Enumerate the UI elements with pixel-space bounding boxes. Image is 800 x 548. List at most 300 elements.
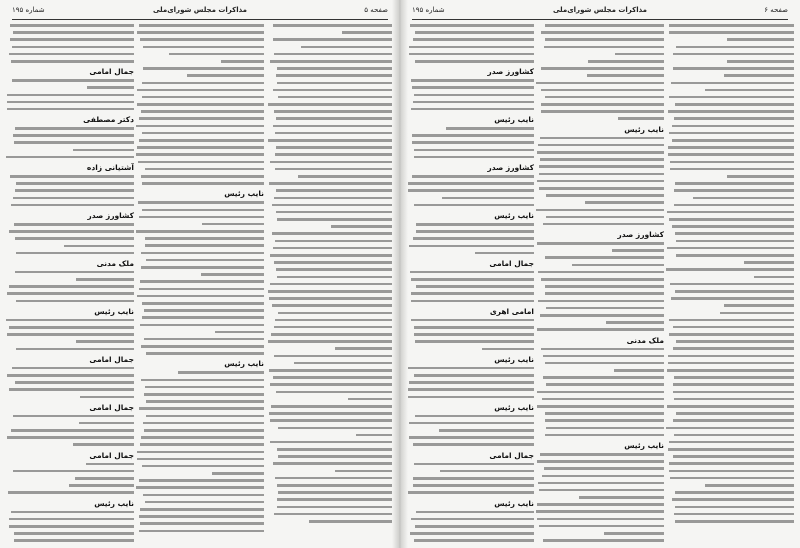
text-line [16, 300, 134, 303]
text-line [14, 141, 134, 144]
text-line [411, 79, 534, 82]
text-line [545, 38, 664, 41]
text-line [406, 367, 534, 370]
text-line [536, 510, 664, 513]
text-line [672, 498, 794, 501]
text-line [673, 455, 794, 458]
speaker-heading: نایب رئیس [494, 210, 534, 220]
speaker-heading: نایب رئیس [494, 498, 534, 508]
text-line [676, 254, 794, 257]
text-line [673, 391, 794, 394]
text-line [141, 266, 264, 269]
text-line [278, 312, 396, 315]
text-line [137, 146, 264, 149]
text-line [75, 477, 134, 480]
text-line [142, 132, 264, 135]
text-line [406, 388, 534, 391]
text-line [14, 223, 134, 226]
text-line [141, 252, 264, 255]
text-line [673, 67, 794, 70]
text-line [146, 400, 264, 403]
text-line [544, 46, 664, 49]
text-line [10, 24, 134, 27]
speaker-heading: کشاورز صدر [617, 230, 664, 240]
text-line [416, 223, 534, 226]
text-line [277, 218, 396, 221]
text-line [275, 132, 396, 135]
text-line [670, 161, 794, 164]
text-line [541, 278, 664, 281]
text-line [410, 24, 534, 27]
text-line [76, 340, 134, 343]
text-line [413, 477, 534, 480]
text-line [270, 283, 396, 286]
text-line [585, 201, 664, 204]
book-fold [392, 0, 408, 548]
text-line [136, 486, 264, 489]
text-line [676, 46, 794, 49]
text-line [144, 338, 264, 341]
text-line [276, 146, 396, 149]
text-line [294, 362, 396, 365]
text-line [414, 204, 534, 207]
text-line [672, 125, 794, 128]
text-line [670, 168, 794, 171]
text-line [537, 503, 664, 506]
text-line [145, 244, 264, 247]
text-line [139, 479, 264, 482]
text-line [276, 268, 396, 271]
text-line [15, 271, 134, 274]
text-line [145, 501, 264, 504]
text-line [145, 168, 264, 171]
text-line [348, 398, 396, 401]
text-line [273, 38, 396, 41]
text-line [414, 94, 534, 97]
text-line [412, 86, 534, 89]
text-line [272, 204, 396, 207]
text-line [137, 31, 264, 34]
text-line [274, 110, 396, 113]
page-header [12, 6, 388, 20]
speaker-heading: ملک مدنی [626, 335, 664, 345]
text-line [720, 312, 794, 315]
text-line [546, 427, 664, 430]
text-line [137, 295, 264, 298]
text-line [146, 259, 264, 262]
text-line [410, 532, 534, 535]
text-line [541, 67, 664, 70]
text-line [143, 494, 264, 497]
page-number: صفحه ۶ [764, 6, 788, 14]
speaker-heading: جمال امامی [489, 258, 534, 268]
text-line [545, 434, 664, 437]
text-line [142, 82, 264, 85]
text-line [537, 151, 664, 154]
text-line [539, 489, 664, 492]
text-line [667, 247, 794, 250]
text-line [13, 197, 134, 200]
text-line [537, 405, 664, 408]
text-line [144, 309, 264, 312]
text-line [671, 82, 794, 85]
page-header [412, 6, 788, 20]
text-line [6, 319, 134, 322]
text-line [666, 268, 794, 271]
text-line [543, 223, 664, 226]
text-line [446, 127, 534, 130]
text-line [413, 443, 534, 446]
text-line [538, 271, 664, 274]
text-line [278, 455, 396, 458]
text-line [141, 110, 264, 113]
text-line [136, 230, 264, 233]
text-line [202, 223, 264, 226]
text-line [674, 398, 794, 401]
text-line [414, 149, 534, 152]
text-line [142, 465, 264, 468]
text-line [409, 245, 535, 248]
text-line [669, 31, 794, 34]
text-line [537, 518, 664, 521]
text-line [11, 204, 134, 207]
text-line [276, 391, 396, 394]
text-line [475, 252, 534, 255]
speaker-heading: نایب رئیس [494, 115, 534, 125]
text-line [415, 60, 534, 63]
text-line [76, 278, 134, 281]
text-line [277, 498, 396, 501]
speaker-heading: نایب رئیس [94, 498, 134, 508]
text-line [673, 347, 794, 350]
text-line [416, 230, 534, 233]
text-line [675, 520, 794, 523]
text-line [142, 316, 264, 319]
text-line [674, 204, 794, 207]
text-line [80, 396, 134, 399]
text-line [142, 302, 264, 305]
text-line [604, 532, 664, 535]
text-line [276, 211, 396, 214]
text-line [275, 477, 396, 480]
text-line [277, 67, 396, 70]
text-line [674, 117, 794, 120]
text-line [143, 422, 264, 425]
text-line [411, 108, 534, 111]
text-line [415, 525, 534, 528]
speaker-heading: آشتیانی زاده [86, 163, 134, 172]
text-line [9, 388, 134, 391]
text-line [667, 211, 794, 214]
text-line [145, 237, 264, 240]
text-line [668, 153, 794, 156]
text-line [136, 125, 264, 128]
text-line [411, 292, 534, 295]
text-line [7, 108, 134, 111]
text-line [543, 355, 664, 358]
text-line [411, 319, 534, 322]
text-line [572, 264, 664, 267]
text-line [615, 53, 664, 56]
text-line [9, 230, 134, 233]
speaker-heading: نایب رئیس [624, 440, 664, 450]
text-line [536, 209, 664, 212]
text-line [670, 283, 794, 286]
text-line [540, 158, 664, 161]
text-line [545, 292, 664, 295]
text-line [268, 290, 396, 293]
text-line [268, 103, 396, 106]
text-line [545, 362, 664, 365]
text-line [14, 532, 134, 535]
text-line [137, 89, 264, 92]
text-line [618, 117, 664, 120]
text-line [7, 333, 134, 336]
text-column [268, 24, 396, 542]
speaker-heading: دکتر مصطفی [83, 115, 134, 125]
text-line [10, 175, 134, 178]
text-line [543, 376, 664, 379]
text-line [270, 254, 396, 257]
issue-number: شماره ۱۹۵ [12, 6, 45, 14]
text-line [672, 139, 794, 142]
text-line [272, 304, 396, 307]
text-line [413, 484, 534, 487]
text-line [411, 278, 534, 281]
text-line [142, 96, 264, 99]
text-line [727, 60, 794, 63]
text-line [414, 463, 534, 466]
text-line [754, 276, 794, 279]
text-line [668, 110, 794, 113]
text-line [676, 340, 794, 343]
text-line [546, 383, 664, 386]
text-line [537, 460, 664, 463]
text-line [178, 371, 264, 374]
text-line [269, 369, 396, 372]
text-line [69, 484, 134, 487]
text-line [309, 520, 396, 523]
text-line [407, 182, 534, 185]
text-line [271, 333, 396, 336]
text-line [412, 134, 534, 137]
text-line [274, 513, 396, 516]
text-line [606, 321, 664, 324]
text-line [415, 415, 534, 418]
text-line [277, 82, 396, 85]
text-line [612, 249, 664, 252]
text-line [411, 300, 534, 303]
speaker-heading: ملک مدنی [96, 258, 134, 268]
text-line [668, 362, 794, 365]
text-line [273, 125, 396, 128]
text-line [7, 374, 134, 377]
text-line [537, 242, 664, 245]
text-line [269, 412, 396, 415]
text-line [9, 326, 134, 329]
text-line [675, 182, 794, 185]
text-line [270, 383, 396, 386]
text-line [415, 340, 534, 343]
text-line [15, 127, 134, 130]
journal-title: مذاکرات مجلس شورای‌ملی [552, 6, 648, 14]
right-page [400, 0, 800, 548]
text-line [541, 89, 664, 92]
text-line [12, 46, 134, 49]
text-line [335, 347, 396, 350]
text-line [724, 74, 794, 77]
issue-number: شماره ۱۹۵ [412, 6, 445, 14]
text-line [724, 304, 794, 307]
text-line [275, 153, 396, 156]
text-line [139, 117, 264, 120]
text-line [672, 225, 794, 228]
text-line [139, 407, 264, 410]
text-line [15, 381, 134, 384]
text-line [187, 74, 264, 77]
text-line [414, 333, 534, 336]
text-line [278, 96, 396, 99]
text-line [277, 484, 396, 487]
text-line [540, 137, 664, 140]
text-line [540, 314, 664, 317]
text-line [409, 422, 534, 425]
text-line [276, 189, 396, 192]
text-line [16, 252, 134, 255]
text-line [273, 376, 396, 379]
text-line [409, 46, 534, 49]
text-line [545, 96, 664, 99]
text-line [440, 470, 534, 473]
text-line [137, 451, 264, 454]
speaker-heading: جمال امامی [89, 67, 134, 77]
text-line [138, 201, 264, 204]
text-line [406, 396, 534, 399]
text-line [410, 271, 534, 274]
text-line [676, 412, 794, 415]
text-line [13, 31, 134, 34]
text-line [8, 491, 134, 494]
text-line [146, 415, 264, 418]
text-line [144, 429, 264, 432]
text-line [274, 355, 396, 358]
text-line [140, 38, 264, 41]
text-line [545, 412, 664, 415]
text-line [669, 333, 794, 336]
text-line [356, 434, 396, 437]
text-line [539, 165, 664, 168]
text-line [442, 197, 534, 200]
text-line [667, 369, 794, 372]
text-line [276, 74, 396, 77]
text-line [676, 240, 794, 243]
text-line [411, 518, 534, 521]
text-line [542, 398, 664, 401]
text-line [675, 290, 794, 293]
text-line [416, 511, 534, 514]
text-line [542, 475, 664, 478]
text-line [269, 182, 396, 185]
text-line [669, 470, 794, 473]
text-line [667, 405, 794, 408]
text-line [541, 31, 664, 34]
text-line [537, 328, 664, 331]
text-line [274, 197, 396, 200]
text-line [277, 506, 396, 509]
text-line [545, 285, 664, 288]
text-line [277, 276, 396, 279]
speaker-heading: نایب رئیس [224, 359, 264, 369]
text-line [140, 522, 264, 525]
text-line [674, 434, 794, 437]
text-line [669, 24, 794, 27]
text-line [407, 189, 534, 192]
text-line [64, 245, 134, 248]
text-line [536, 82, 664, 85]
text-line [409, 53, 534, 56]
text-line [587, 74, 664, 77]
text-line [540, 453, 664, 456]
text-line [539, 187, 664, 190]
text-line [537, 391, 664, 394]
text-line [277, 448, 396, 451]
text-line [212, 472, 264, 475]
text-line [141, 345, 264, 348]
text-line [546, 307, 664, 310]
text-line [331, 225, 396, 228]
speaker-heading: جمال امامی [89, 354, 134, 364]
text-line [744, 261, 794, 264]
text-line [407, 491, 534, 494]
text-line [140, 324, 264, 327]
text-line [273, 89, 396, 92]
text-line [268, 340, 396, 343]
text-line [12, 79, 134, 82]
text-line [413, 101, 534, 104]
text-line [201, 273, 264, 276]
text-line [545, 24, 664, 27]
text-line [673, 326, 794, 329]
text-line [169, 53, 264, 56]
speaker-heading: جمال امامی [89, 402, 134, 412]
text-line [274, 326, 396, 329]
text-line [7, 94, 134, 97]
text-line [674, 376, 794, 379]
text-line [537, 180, 664, 183]
text-line [270, 60, 396, 63]
text-line [539, 525, 664, 528]
text-line [11, 60, 134, 63]
text-line [539, 173, 664, 176]
text-line [86, 463, 134, 466]
text-line [416, 285, 534, 288]
text-line [538, 144, 664, 147]
text-line [409, 436, 534, 439]
text-line [668, 146, 794, 149]
text-line [270, 419, 396, 422]
text-line [335, 470, 396, 473]
text-line [272, 232, 396, 235]
text-line [675, 103, 794, 106]
text-line [15, 237, 134, 240]
text-line [727, 175, 794, 178]
speaker-heading: کشاورز صدر [487, 163, 534, 172]
text-line [137, 458, 264, 461]
text-line [11, 429, 134, 432]
text-column [136, 24, 264, 542]
text-line [545, 256, 664, 259]
text-line [342, 31, 396, 34]
